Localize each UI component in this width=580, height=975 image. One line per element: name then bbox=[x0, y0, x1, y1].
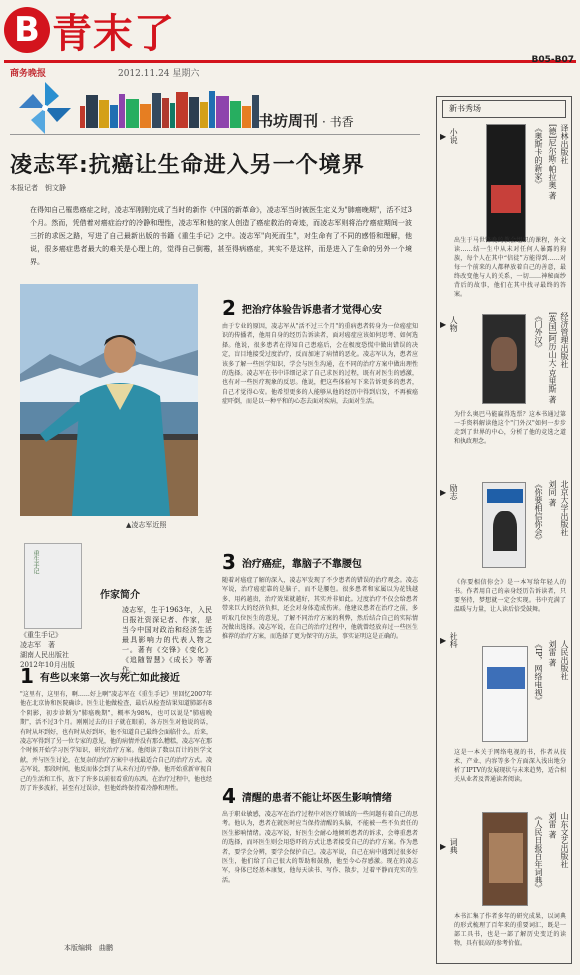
book-cover bbox=[24, 543, 82, 629]
newspaper-name: 商务晚报 bbox=[10, 69, 47, 79]
arrow-icon: ▶ bbox=[440, 131, 447, 141]
issue-date: 2012.11.24 星期六 bbox=[118, 69, 200, 79]
section-4-text: 出于职业敏感，凌志军在治疗过程中对医疗领域的一些问题有着自己的思考。他认为，患者在就医时应当保持清醒的头脑，不能被一些不负责任的医生影响情绪。凌志军说，好医生会耐心地倾听患者的诉求，会尊重患者的选择，而坏医生则会用恐吓的方式让患者接受自己的治疗方案。作为患者，要学会分辨，要学会保护自己。凌志军说，自己在病中遇到过很多好医生，他们给了自己很大的帮助和鼓励，他至今心存感激。现在的凌志军，身体已经基本康复，他每天读书、写作、散步，过着平静而充实的生活。 bbox=[222, 811, 418, 884]
book-info-line: 凌志军 著 bbox=[20, 641, 55, 649]
sidebar-book-author: [英国]阿历山大·克里斯 著 bbox=[548, 312, 557, 404]
section-2-number: 2 bbox=[222, 296, 236, 320]
book-spine bbox=[216, 96, 229, 128]
section-2-text: 由于专业的原因，凌志军从"活不过三个月"的重病患者转身为一位癌症知识的传播者，他用自身的经历告诉读者，面对癌症应该如何思考、如何选择。他说，很多患者在得知自己患癌后，会在极度恐慌中做出错误的决定，盲目地接受过度治疗，反而加速了病情的恶化。凌志军认为，患者应该多了解一些医学知识，学会与医生沟通，在不同的治疗方案中做出理性的选择。凌志军在书中详细记录了自己求医的过程，既有对医生的感激，也有对一些医疗现象的反思。他说，把这些体验写下来告诉更多的患者，自己才觉得心安。他希望更多的人能够从他的经历中得到启发，不再被癌症吓倒，而是以一种平和的心态去面对疾病，去面对生活。 bbox=[222, 323, 418, 406]
column-name: 书坊周刊 · 书香 bbox=[258, 112, 354, 130]
book-spine bbox=[126, 99, 139, 128]
book-info-line: 湖南人民出版社 bbox=[20, 651, 69, 659]
page-number: B05-B07 bbox=[531, 55, 574, 65]
sidebar-book-desc: 为什么奥巴马能赢得选票？这本书通过第一手资料解读他这个"门外汉"如何一步步走到了世界的中心，分析了他的竞选之道和执政理念。 bbox=[454, 411, 566, 445]
section-title: 青末了 bbox=[52, 10, 175, 57]
sidebar-book-desc: 本书汇集了作者多年的研究成果，以词典的形式梳理了百年来的重要词汇，既是一部工具书，也是一部了解历史变迁的读物，具有很高的参考价值。 bbox=[454, 913, 566, 947]
book-cover-1 bbox=[486, 124, 526, 242]
sidebar-book-desc: 出生于马世锋晚的教会组织的课程，外文读……结一生中从未对任何人暴露的狗族，每个人在其中“信徒”方能得到……对每一个前来的人都释放着自己的善意，最终改变他与人的关系，一切……神秘面纱背后的故事，他们在其中找寻最终的答案。 bbox=[454, 237, 566, 298]
section-1-title: 有些以来第一次与死亡如此接近 bbox=[39, 672, 180, 684]
sidebar-book-title: 《门外汉》 bbox=[534, 312, 543, 352]
section-2-heading bbox=[222, 296, 382, 320]
book-spine bbox=[189, 97, 199, 128]
book-spine bbox=[86, 95, 98, 128]
sidebar-book-title: 《你要相信你会》 bbox=[534, 480, 543, 544]
book-spine bbox=[176, 92, 188, 128]
book-spine bbox=[99, 100, 109, 128]
lead-paragraph: 在得知自己罹患癌症之时，凌志军刚刚完成了当时的新作《中国的新革命》，凌志军当时被医生定义为"肺癌晚期"，活不过3个月。然而，凭借着对癌症治疗的冷静和理性，凌志军和他的家人创造了癌症救治的奇迹，而凌志军则将治疗癌症期间一波三折的求医之路，写进了自己最新出版的书籍《重生手记》之中。凌志军"向死而生"，对生命有了不同的感悟和理解，他说，很多癌症患者最大的难关是心理上的，觉得自己倒霉，甚至得病癌症，其实不是这样，而是进入了生命的另外一个境界。 bbox=[30, 206, 412, 266]
book-info-line: 2012年10月出版 bbox=[20, 661, 75, 669]
section-2-title: 把治疗体验告诉患者才觉得心安 bbox=[241, 304, 382, 316]
book-spine bbox=[110, 105, 118, 128]
sidebar-book-publisher: 山东文艺出版社 bbox=[560, 812, 569, 868]
sidebar-book-author: [德]尼尔斯·帕拉奥 著 bbox=[548, 124, 557, 200]
book-spine bbox=[119, 94, 125, 128]
author-intro-title: 作家简介 bbox=[100, 590, 140, 601]
section-3-title: 治疗癌症，靠脑子不靠腰包 bbox=[241, 558, 362, 570]
author-photo bbox=[20, 284, 198, 516]
sidebar-book-publisher: 人民出版社 bbox=[560, 640, 569, 680]
header-rule bbox=[10, 134, 420, 135]
book-spine bbox=[162, 98, 169, 128]
section-1-heading bbox=[20, 664, 180, 688]
book-cover-5 bbox=[482, 812, 528, 906]
section-1-text: "这里有，这里有，啊……好上啊"凌志军在《重生手记》里回忆2007年他在北京协和医院确诊。医生让他做检查，最后从检查结果知道肺部有8个阴影，初步诊断为"肺癌晚期"，概率为98%，也可以说是"肺癌晚期"，活不过3个月。刚刚过去的日子就在眼前，各方医生对他说的话，有时从坏到好，也有时从好到坏，他不知道自己最终会面临什么。后来，凌志军得到了另一位专家的意见，他的病情并没有那么糟糕，凌志军在那个时候开始学习医学知识，研究治疗方案。他阅读了数以百计的医学文献，并与医生讨论，在复杂的治疗方案中寻找最适合自己的治疗方式。凌志军说，那段时间，他反而体会到了从未有过的平静。他开始重新审视自己的生活和工作，放下了许多以前很看重的东西。在治疗过程中，他也经历了许多波折，甚至有过误诊，但他始终保持着冷静和理性。 bbox=[20, 691, 213, 793]
sidebar-tag: ▶ 励志 bbox=[440, 484, 459, 500]
book-spine bbox=[170, 103, 175, 128]
book-spine bbox=[209, 91, 215, 128]
sidebar-book-author: 刘同 著 bbox=[548, 480, 557, 507]
masthead-divider bbox=[4, 60, 576, 63]
logo-letter: B bbox=[4, 7, 50, 53]
section-3-number: 3 bbox=[222, 550, 236, 574]
book-spine bbox=[230, 101, 241, 128]
book-cover-title: 重生手记 bbox=[32, 550, 39, 574]
sidebar-book-title: 《奥斯卡的新家》 bbox=[534, 124, 543, 188]
sidebar-book-desc: 这是一本关于网络电视的书，作者从技术、产业、内容等多个方面深入浅出地分析了IPTV的发展现状与未来趋势，适合相关从业者及普通读者阅读。 bbox=[454, 749, 566, 783]
section-3-heading bbox=[222, 550, 362, 574]
author-intro-text: 凌志军，生于1963年，入民日报社资深记者、作家，是当今中国对政治和经济生活最具影响力的代表人物之一。著有《交锋》《变化》《追随智慧》《成长》等著作。 bbox=[122, 606, 212, 674]
sidebar-header: 新书秀场 bbox=[442, 100, 566, 118]
book-spine bbox=[152, 93, 161, 128]
pinwheel-icon bbox=[15, 78, 75, 138]
book-cover-2 bbox=[482, 314, 526, 404]
section-1-number: 1 bbox=[20, 664, 34, 688]
article-headline: 凌志军:抗癌让生命进入另一个境界 bbox=[10, 153, 365, 178]
book-spine bbox=[140, 104, 151, 128]
column-sub: · 书香 bbox=[322, 115, 354, 129]
sidebar-tag: ▶ 人物 bbox=[440, 316, 459, 332]
sidebar-book-publisher: 北京大学出版社 bbox=[560, 480, 569, 536]
byline: 本报记者 钥文静 bbox=[10, 184, 66, 192]
masthead-logo bbox=[4, 2, 175, 58]
book-info-line: 《重生手记》 bbox=[20, 631, 62, 639]
book-cover-3 bbox=[482, 482, 526, 568]
section-4-number: 4 bbox=[222, 784, 236, 808]
sidebar-book-title: 《IP，网络电视》 bbox=[534, 640, 543, 705]
editor-credit: 本版编辑 曲鹏 bbox=[64, 944, 113, 952]
sidebar-tag: ▶ 小说 bbox=[440, 128, 459, 144]
arrow-icon: ▶ bbox=[440, 635, 447, 645]
sidebar-book-author: 刘雷 著 bbox=[548, 640, 557, 667]
section-4-heading bbox=[222, 784, 392, 808]
book-cover-4 bbox=[482, 646, 528, 742]
sidebar-book-publisher: 译林出版社 bbox=[560, 124, 569, 164]
sidebar-book-desc: 《你要相信你会》是一本写给年轻人的书。作者用自己的亲身经历告诉读者，只要坚持，梦想就一定会实现。书中充满了温暖与力量，让人读后倍受鼓舞。 bbox=[454, 579, 566, 613]
sidebar-book-publisher: 经济管理出版社 bbox=[560, 312, 569, 368]
sidebar-tag: ▶ 词典 bbox=[440, 838, 459, 854]
book-spine bbox=[80, 106, 85, 128]
sidebar-book-author: 刘雷 著 bbox=[548, 812, 557, 839]
arrow-icon: ▶ bbox=[440, 487, 447, 497]
book-spine bbox=[200, 102, 208, 128]
photo-caption: ▲凌志军近照 bbox=[126, 521, 167, 529]
arrow-icon: ▶ bbox=[440, 319, 447, 329]
sidebar-tag: ▶ 社科 bbox=[440, 632, 459, 648]
arrow-icon: ▶ bbox=[440, 841, 447, 851]
section-4-title: 清醒的患者不能让坏医生影响情绪 bbox=[241, 792, 392, 804]
book-spine bbox=[242, 106, 251, 128]
section-3-text: 随着对癌症了解的深入，凌志军发现了不少患者的错误的治疗观念。凌志军说，治疗癌症靠的是脑子，而不是腰包。很多患者和家属以为花钱越多、用药越贵，治疗效果就越好，其实并非如此。过度治疗不仅会给患者带来巨大的经济负担，还会对身体造成伤害。他建议患者在治疗之前，多听取几位医生的意见，了解不同治疗方案的利弊，然后结合自己的实际情况做出选择。凌志军说，在自己的治疗过程中，他就曾经放弃过一些医生推荐的治疗方案，而选择了更为保守的方法，事实证明这是正确的。 bbox=[222, 577, 418, 641]
sidebar-book-title: 《人民日报百年词典》 bbox=[534, 812, 543, 892]
